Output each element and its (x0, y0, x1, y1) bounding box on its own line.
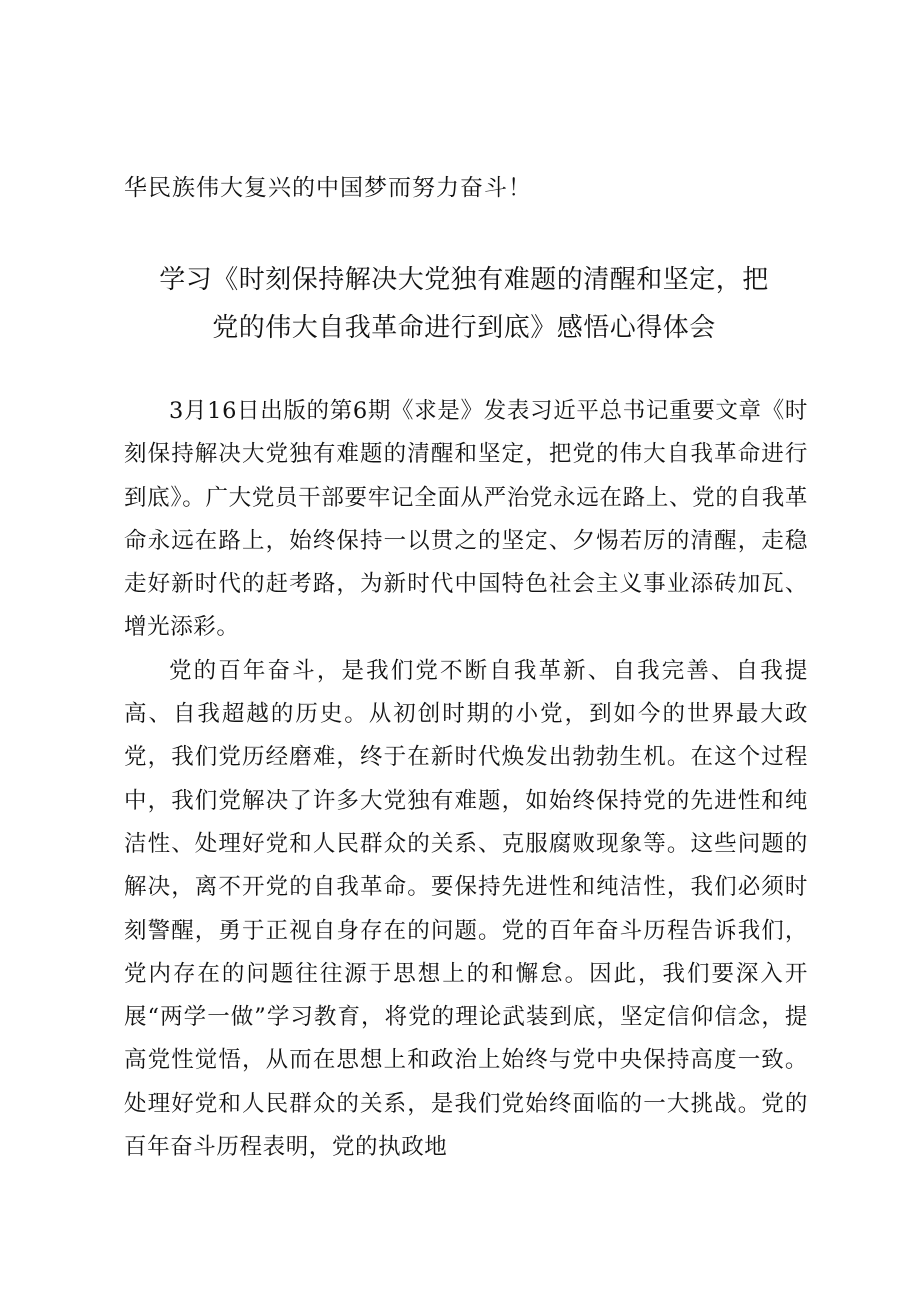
article-body (124, 390, 808, 1169)
continuation-text: 华民族伟大复兴的中国梦而努力奋斗！ (124, 175, 532, 201)
title-line-1: 学习《时刻保持解决大党独有难题的清醒和坚定，把 (159, 265, 769, 295)
paragraph-2: 党的百年奋斗，是我们党不断自我革新、自我完善、自我提高、自我超越的历史。从初创时期的小党，到如今的世界最大政党，我们党历经磨难，终于在新时代焕发出勃勃生机。在这个过程中，我们党解决了许多大党独有难题，如始终保持党的先进性和纯洁性、处理好党和人民群众的关系、克服腐败现象等。这些问题的解决，离不开党的自我革命。要保持先进性和纯洁性，我们必须时刻警醒，勇于正视自身存在的问题。党的百年奋斗历程告诉我们，党内存在的问题往往源于思想上的和懈怠。因此，我们要深入开展“两学一做”学习教育，将党的理论武装到底，坚定信仰信念，提高党性觉悟，从而在思想上和政治上始终与党中央保持高度一致。处理好党和人民群众的关系，是我们党始终面临的一大挑战。党的百年奋斗历程表明，党的执政地 (124, 657, 808, 1161)
paragraph-1: 3月16日出版的第6期《求是》发表习近平总书记重要文章《时刻保持解决大党独有难题的清醒和坚定，把党的伟大自我革命进行到底》。广大党员干部要牢记全面从严治党永远在路上、党的自我革命永远在路上，始终保持一以贯之的坚定、夕惕若厉的清醒，走稳走好新时代的赶考路，为新时代中国特色社会主义事业添砖加瓦、增光添彩。 (124, 398, 808, 641)
article-title (124, 256, 804, 352)
title-line-2: 党的伟大自我革命进行到底》感悟心得体会 (212, 313, 716, 343)
